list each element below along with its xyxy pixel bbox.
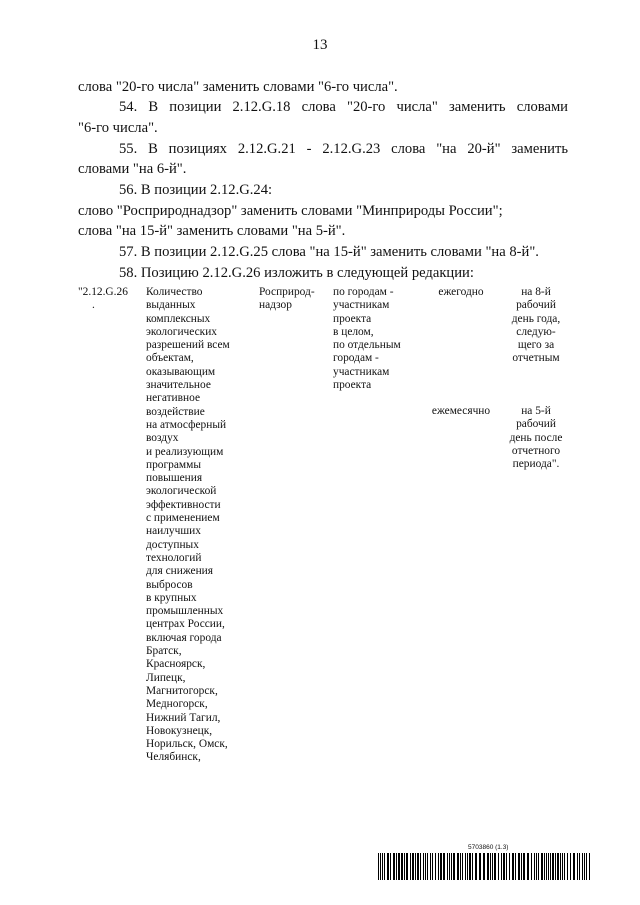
detail-line: по городам -	[333, 286, 394, 298]
indicator-line: экологических	[146, 325, 217, 338]
indicator-line: включая города	[146, 631, 222, 644]
indicator-line: воздействие	[146, 405, 205, 418]
indicator-line: Челябинск,	[146, 751, 201, 764]
barcode-image	[378, 853, 590, 880]
indicator-line: на атмосферный	[146, 418, 227, 431]
table-indicator-cell	[146, 286, 246, 765]
indicator-line: Норильск, Омск,	[146, 738, 228, 751]
indicator-line: и реализующим	[146, 445, 224, 458]
paragraph-line: слова "20-го числа" заменить словами "6-го числа".	[78, 79, 398, 95]
indicator-line: Нижний Тагил,	[146, 711, 221, 724]
position-code: "2.12.G.26	[78, 286, 128, 298]
detail-line: проекта	[333, 379, 372, 392]
detail-line: городам -	[333, 352, 379, 365]
table-code-cell	[78, 286, 138, 313]
deadline-line: щего за	[517, 339, 555, 352]
indicator-line: промышленных	[146, 605, 224, 618]
indicator-line: для снижения	[146, 565, 214, 578]
indicator-line: Количество	[146, 286, 203, 298]
paragraph-line: словами "на 6-й".	[78, 161, 187, 177]
detail-line: участникам	[333, 365, 390, 378]
indicator-line: значительное	[146, 379, 211, 392]
position-code-dot: .	[92, 299, 95, 312]
indicator-line: наилучших	[146, 525, 201, 538]
barcode-number: 5703860 (1.3)	[468, 844, 509, 851]
indicator-line: оказывающим	[146, 365, 216, 378]
deadline-line: на 8-й	[521, 286, 551, 298]
indicator-line: эффективности	[146, 498, 221, 511]
deadline-line: отчетного	[511, 444, 561, 457]
indicator-line: технологий	[146, 551, 202, 564]
deadline-line: рабочий	[516, 299, 556, 312]
indicator-line: Магнитогорск,	[146, 684, 218, 697]
detail-line: в целом,	[333, 325, 374, 338]
indicator-line: выбросов	[146, 578, 193, 591]
indicator-line: комплексных	[146, 312, 211, 325]
table-organization-cell	[259, 286, 323, 313]
indicator-line: повышения	[146, 472, 203, 485]
indicator-line: воздух	[146, 432, 179, 445]
indicator-line: экологической	[146, 485, 217, 498]
indicator-line: Липецк,	[146, 671, 186, 684]
indicator-line: негативное	[146, 392, 201, 405]
table-period-monthly: ежемесячно	[431, 405, 491, 417]
indicator-line: Медногорск,	[146, 698, 208, 711]
table-deadline-monthly	[505, 405, 567, 471]
indicator-line: Новокузнецк,	[146, 724, 213, 737]
paragraph-line: слово "Росприроднадзор" заменить словами "Минприроды России";	[78, 203, 503, 219]
deadline-line: рабочий	[516, 418, 556, 431]
deadline-line: периода".	[512, 458, 560, 471]
detail-line: проекта	[333, 312, 372, 325]
indicator-line: в крупных	[146, 591, 197, 604]
paragraph-line: "6-го числа".	[78, 120, 158, 136]
paragraph-line: 56. В позиции 2.12.G.24:	[119, 182, 273, 198]
paragraph-line: 55. В позициях 2.12.G.21 - 2.12.G.23 слова "на 20-й" заменить	[119, 141, 568, 157]
detail-line: участникам	[333, 299, 390, 312]
paragraph-line: 57. В позиции 2.12.G.25 слова "на 15-й" заменить словами "на 8-й".	[119, 244, 539, 260]
indicator-line: Братск,	[146, 645, 182, 658]
deadline-line: отчетным	[512, 352, 560, 365]
page-number: 13	[312, 37, 328, 53]
deadline-line: день после	[509, 431, 563, 444]
paragraph-line: 54. В позиции 2.12.G.18 слова "20-го числа" заменить словами	[119, 99, 568, 115]
deadline-line: следую-	[516, 325, 556, 338]
indicator-line: разрешений всем	[146, 339, 230, 352]
deadline-line: день года,	[511, 312, 561, 325]
indicator-line: центрах России,	[146, 618, 225, 631]
organization-line: надзор	[259, 299, 292, 312]
table-detail-cell	[333, 286, 415, 392]
indicator-line: Красноярск,	[146, 658, 206, 671]
indicator-line: программы	[146, 458, 201, 471]
indicator-line: доступных	[146, 538, 199, 551]
paragraph-line: 58. Позицию 2.12.G.26 изложить в следующей редакции:	[119, 265, 474, 281]
indicator-line: выданных	[146, 299, 196, 312]
detail-line: по отдельным	[333, 339, 401, 352]
indicator-line: объектам,	[146, 352, 194, 365]
paragraph-line: слова "на 15-й" заменить словами "на 5-й".	[78, 223, 346, 239]
indicator-line: с применением	[146, 512, 220, 525]
deadline-line: на 5-й	[521, 405, 551, 417]
organization-line: Росприрод-	[259, 286, 315, 298]
table-period-annual: ежегодно	[438, 286, 484, 298]
table-deadline-annual	[505, 286, 567, 366]
